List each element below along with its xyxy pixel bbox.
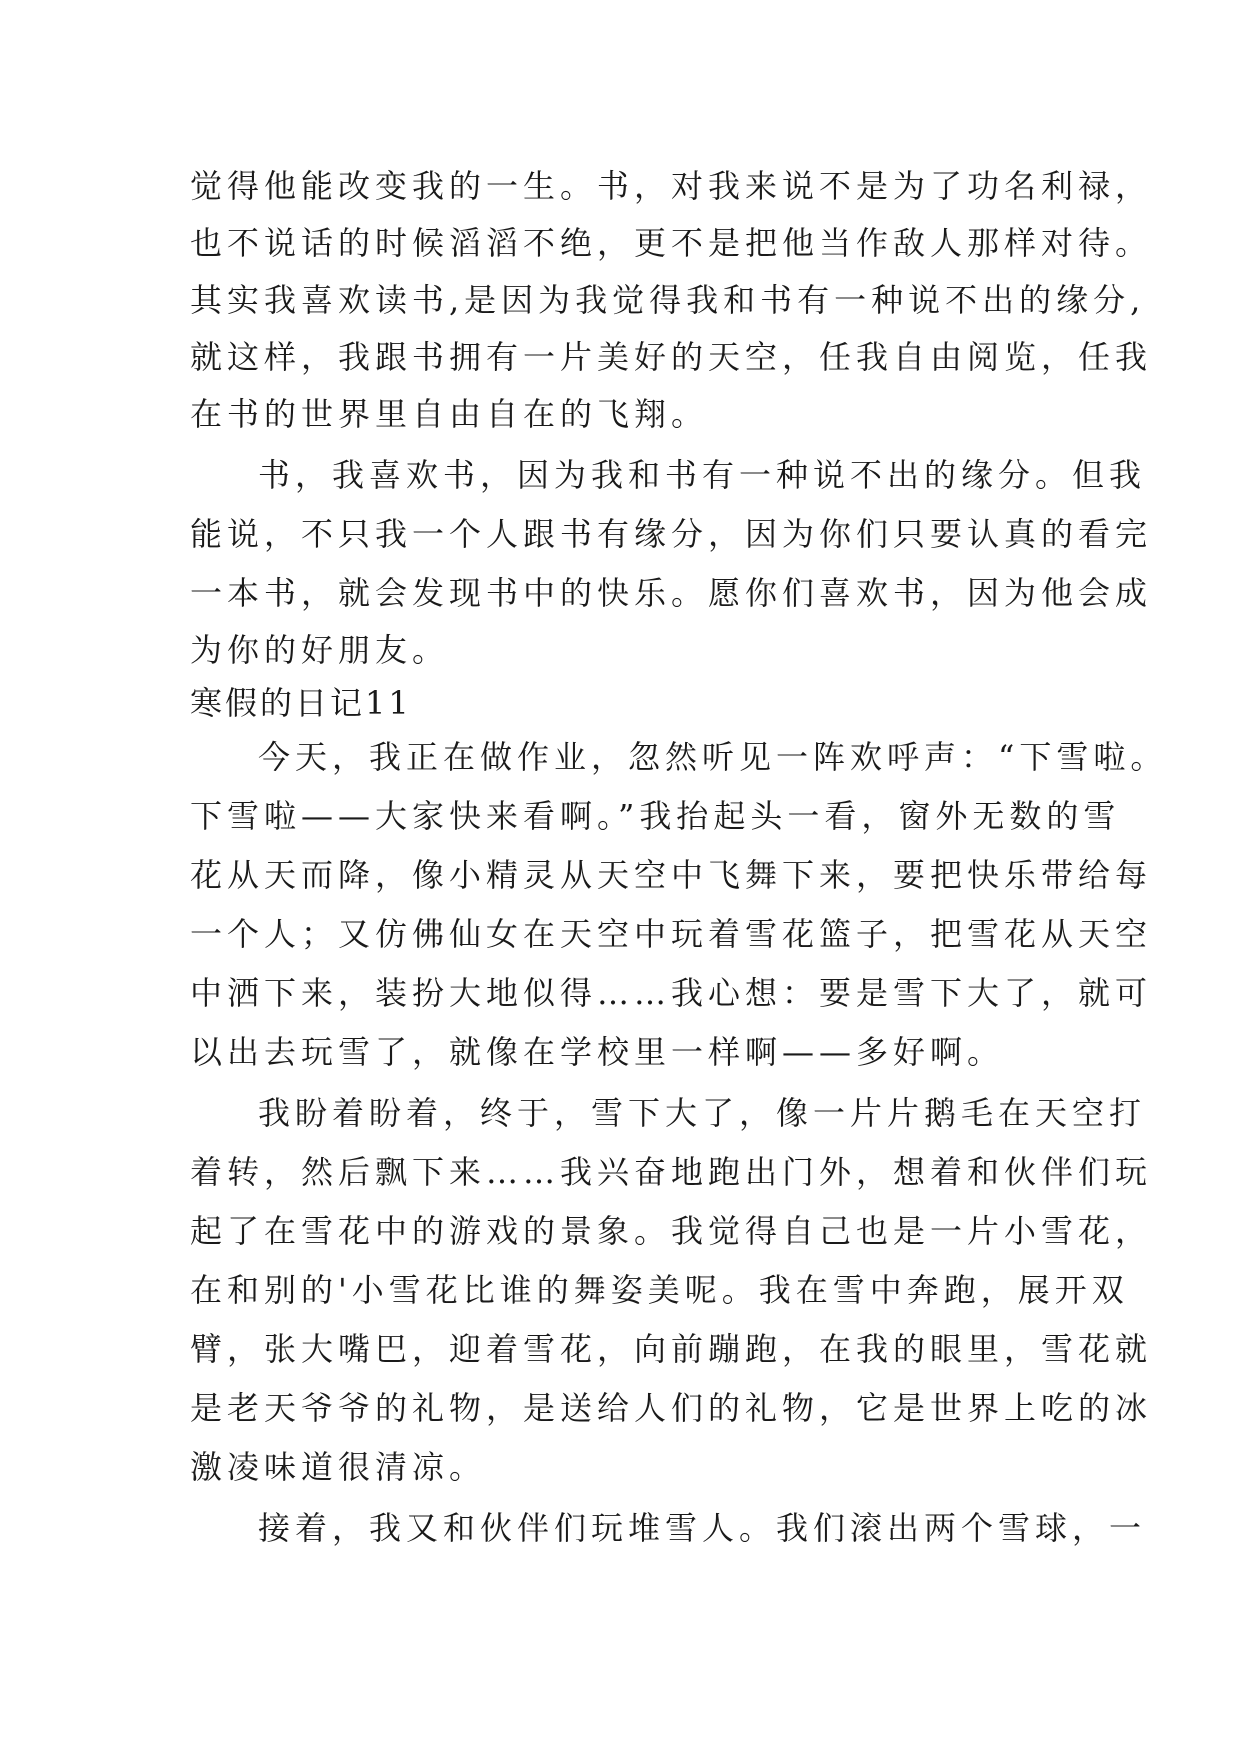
text-line: 接着，我又和伙伴们玩堆雪人。我们滚出两个雪球，一 (258, 1509, 1147, 1547)
text-line: 也不说话的时候滔滔不绝，更不是把他当作敌人那样对待。 (190, 224, 1153, 262)
text-line: 就这样，我跟书拥有一片美好的天空，任我自由阅览，任我 (190, 338, 1153, 376)
text-line: 其实我喜欢读书,是因为我觉得我和书有一种说不出的缘分, (190, 281, 1146, 319)
text-line: 着转，然后飘下来……我兴奋地跑出门外，想着和伙伴们玩 (190, 1153, 1153, 1191)
section-heading: 寒假的日记11 (190, 684, 412, 722)
text-line: 起了在雪花中的游戏的景象。我觉得自己也是一片小雪花， (190, 1212, 1153, 1250)
text-line: 今天，我正在做作业，忽然听见一阵欢呼声：“下雪啦。 (258, 738, 1168, 776)
text-line: 书，我喜欢书，因为我和书有一种说不出的缘分。但我 (258, 456, 1147, 494)
text-line: 花从天而降，像小精灵从天空中飞舞下来，要把快乐带给每 (190, 856, 1153, 894)
text-line: 臂，张大嘴巴，迎着雪花，向前蹦跑，在我的眼里，雪花就 (190, 1330, 1153, 1368)
text-line: 在书的世界里自由自在的飞翔。 (190, 395, 709, 433)
text-line: 一本书，就会发现书中的快乐。愿你们喜欢书，因为他会成 (190, 574, 1153, 612)
text-line: 能说，不只我一个人跟书有缘分，因为你们只要认真的看完 (190, 515, 1153, 553)
text-line: 中洒下来，装扮大地似得……我心想：要是雪下大了，就可 (190, 974, 1153, 1012)
text-line: 我盼着盼着，终于，雪下大了，像一片片鹅毛在天空打 (258, 1094, 1147, 1132)
text-line: 一个人；又仿佛仙女在天空中玩着雪花篮子，把雪花从天空 (190, 915, 1153, 953)
text-line: 激凌味道很清凉。 (190, 1448, 487, 1486)
text-line: 为你的好朋友。 (190, 631, 450, 669)
text-line: 是老天爷爷的礼物，是送给人们的礼物，它是世界上吃的冰 (190, 1389, 1153, 1427)
text-line: 下雪啦——大家快来看啊。”我抬起头一看，窗外无数的雪 (190, 797, 1121, 835)
text-line: 觉得他能改变我的一生。书，对我来说不是为了功名利禄， (190, 167, 1153, 205)
text-line: 在和别的'小雪花比谁的舞姿美呢。我在雪中奔跑，展开双 (190, 1271, 1129, 1309)
text-line: 以出去玩雪了，就像在学校里一样啊——多好啊。 (190, 1033, 1005, 1071)
